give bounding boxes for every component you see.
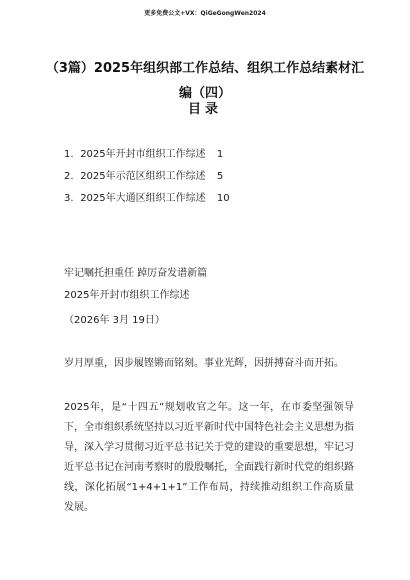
toc-item-number: 2.	[64, 171, 74, 182]
article-date: （2026年 3月 19日）	[64, 315, 165, 326]
toc-heading: 目录	[187, 102, 222, 117]
table-of-contents	[64, 144, 230, 210]
toc-item-number: 3.	[64, 193, 74, 204]
article-paragraph: 岁月厚重，因步履铿锵而铭刻。事业光辉，因拼搏奋斗而开拓。	[64, 358, 344, 369]
toc-item[interactable]	[64, 144, 230, 166]
header-note: 更多免费公文+VX：QiGeGongWen2024	[144, 10, 266, 17]
document-title: （3篇）2025年组织部工作总结、组织工作总结素材汇编（四）	[45, 61, 365, 101]
toc-item-page: 10	[216, 193, 230, 204]
article-paragraph: 2025年，是“十四五”规划收官之年。这一年，在市委坚强领导下，全市组织系统坚持以习近平新时代中国特色社会主义思想为指导，深入学习贯彻习近平总书记关于党的建设的重要思想，牢记习近平总书记在河南考察时的殷殷嘱托，全面践行新时代党的组织路线，深化拓展“1+4+1+1”工作布局，持续推动组织工作高质量发展。	[64, 402, 354, 513]
toc-item-title: 2025年大通区组织工作综述	[80, 193, 206, 204]
article-subtitle: 牢记嘱托担重任 踔厉奋发谱新篇	[64, 268, 208, 279]
toc-item[interactable]	[64, 166, 230, 188]
toc-item-page: 5	[216, 171, 224, 182]
article-title: 2025年开封市组织工作综述	[64, 290, 190, 301]
toc-item-title: 2025年示范区组织工作综述	[80, 171, 206, 182]
toc-item[interactable]	[64, 188, 230, 210]
toc-item-number: 1.	[64, 149, 74, 160]
toc-item-page: 1	[216, 149, 224, 160]
toc-item-title: 2025年开封市组织工作综述	[80, 149, 206, 160]
